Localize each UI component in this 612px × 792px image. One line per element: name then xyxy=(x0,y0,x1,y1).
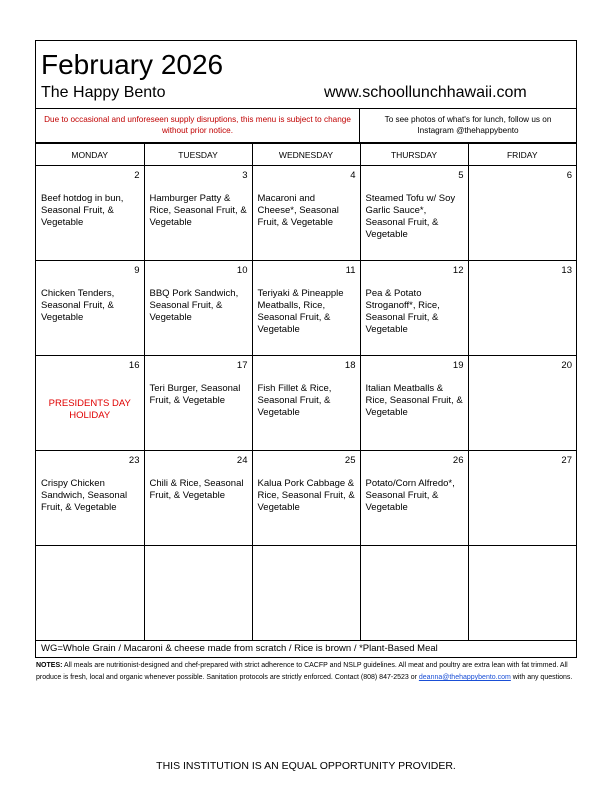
calendar-day-cell xyxy=(360,356,468,451)
calendar-day-cell xyxy=(144,356,252,451)
contact-email-link[interactable]: deanna@thehappybento.com xyxy=(418,674,511,681)
calendar-grid xyxy=(36,143,576,641)
calendar-day-cell xyxy=(252,356,360,451)
meal-description: Beef hotdog in bun, Seasonal Fruit, & Vegetable xyxy=(41,193,124,228)
calendar-week-row xyxy=(36,451,576,546)
instagram-notice: To see photos of what's for lunch, follow us on Instagram @thehappybento xyxy=(384,115,552,135)
day-number: 4 xyxy=(350,170,356,181)
calendar-day-cell xyxy=(468,546,576,641)
meal-description: Fish Fillet & Rice, Seasonal Fruit, & Vegetable xyxy=(257,383,332,418)
equal-opportunity-footer: THIS INSTITUTION IS AN EQUAL OPPORTUNITY PROVIDER. xyxy=(156,760,456,772)
day-number: 11 xyxy=(345,265,356,276)
day-number: 5 xyxy=(458,170,464,181)
calendar-day-cell xyxy=(252,451,360,546)
meal-description: Chicken Tenders, Seasonal Fruit, & Vegetable xyxy=(41,288,115,323)
weekday-header-friday: FRIDAY xyxy=(468,144,576,166)
calendar-day-cell xyxy=(468,356,576,451)
calendar-day-cell xyxy=(252,261,360,356)
meal-description: Italian Meatballs & Rice, Seasonal Fruit, & Vegetable xyxy=(365,383,463,418)
calendar-day-cell xyxy=(36,356,144,451)
weekday-header-tuesday: TUESDAY xyxy=(144,144,252,166)
notice-row xyxy=(36,108,576,143)
calendar-day-cell xyxy=(360,166,468,261)
day-number: 27 xyxy=(561,455,572,466)
calendar-day-cell xyxy=(36,261,144,356)
calendar-day-cell xyxy=(468,261,576,356)
meal-description: Steamed Tofu w/ Soy Garlic Sauce*, Seasonal Fruit, & Vegetable xyxy=(365,193,456,240)
meal-description: Kalua Pork Cabbage & Rice, Seasonal Fruit, & Vegetable xyxy=(257,478,355,513)
calendar-day-cell xyxy=(468,451,576,546)
meal-description: Hamburger Patty & Rice, Seasonal Fruit, & Vegetable xyxy=(149,193,247,228)
meal-description: Potato/Corn Alfredo*, Seasonal Fruit, & Vegetable xyxy=(365,478,455,513)
calendar-day-cell xyxy=(360,546,468,641)
website-url: www.schoollunchhawaii.com xyxy=(324,84,527,101)
notes-label: NOTES: xyxy=(36,662,63,669)
calendar-day-cell xyxy=(144,451,252,546)
weekday-header-thursday: THURSDAY xyxy=(360,144,468,166)
day-number: 13 xyxy=(561,265,572,276)
calendar-week-row xyxy=(36,166,576,261)
day-number: 9 xyxy=(134,265,140,276)
calendar-day-cell xyxy=(36,166,144,261)
calendar-week-row xyxy=(36,261,576,356)
day-number: 18 xyxy=(344,360,356,371)
calendar-day-cell xyxy=(144,261,252,356)
day-number: 23 xyxy=(128,455,140,466)
day-number: 25 xyxy=(344,455,356,466)
calendar-day-cell xyxy=(468,166,576,261)
weekday-header-monday: MONDAY xyxy=(36,144,144,166)
disruption-notice: Due to occasional and unforeseen supply disruptions, this menu is subject to change without prior notice. xyxy=(36,109,360,142)
menu-frame xyxy=(35,40,577,658)
calendar-week-row xyxy=(36,356,576,451)
calendar-day-cell xyxy=(36,546,144,641)
calendar-day-cell xyxy=(360,451,468,546)
day-number: 3 xyxy=(242,170,248,181)
page-title: February 2026 xyxy=(41,49,224,80)
day-number: 2 xyxy=(134,170,140,181)
meal-description: Chili & Rice, Seasonal Fruit, & Vegetable xyxy=(149,478,244,501)
meal-description: Teri Burger, Seasonal Fruit, & Vegetable xyxy=(149,383,241,406)
day-number: 6 xyxy=(566,170,572,181)
day-number: 20 xyxy=(561,360,572,371)
meal-description: Crispy Chicken Sandwich, Seasonal Fruit, & Vegetable xyxy=(41,478,128,513)
day-number: 12 xyxy=(452,265,464,276)
calendar-day-cell xyxy=(144,166,252,261)
calendar-day-cell xyxy=(360,261,468,356)
meal-description: BBQ Pork Sandwich, Seasonal Fruit, & Vegetable xyxy=(149,288,239,323)
notes-text: All meals are nutritionist-designed and chef-prepared with strict adherence to CACFP and NSLP guidelines. All meat and poultry are extra lean with fat trimmed. All produce is fresh, local and organic whenever possible. Sanitation protocols are strictly enforced. Contact (808) 847-2523 or xyxy=(36,662,568,681)
company-name: The Happy Bento xyxy=(41,84,166,101)
menu-legend: WG=Whole Grain / Macaroni & cheese made from scratch / Rice is brown / *Plant-Based Meal xyxy=(41,643,438,654)
calendar-day-cell xyxy=(252,546,360,641)
calendar-day-cell xyxy=(36,451,144,546)
meal-description: Pea & Potato Stroganoff*, Rice, Seasonal Fruit, & Vegetable xyxy=(365,288,440,335)
day-number: 19 xyxy=(452,360,464,371)
day-number: 10 xyxy=(236,265,248,276)
day-number: 24 xyxy=(236,455,248,466)
calendar-day-cell xyxy=(252,166,360,261)
meal-description: Macaroni and Cheese*, Seasonal Fruit, & Vegetable xyxy=(257,193,339,228)
holiday-label: PRESIDENTS DAY HOLIDAY xyxy=(48,398,131,421)
notes-suffix: with any questions. xyxy=(510,674,573,681)
day-number: 26 xyxy=(452,455,464,466)
notes-section xyxy=(36,660,576,684)
calendar-week-row xyxy=(36,546,576,641)
day-number: 17 xyxy=(236,360,248,371)
meal-description: Teriyaki & Pineapple Meatballs, Rice, Seasonal Fruit, & Vegetable xyxy=(257,288,344,335)
weekday-header-wednesday: WEDNESDAY xyxy=(252,144,360,166)
day-number: 16 xyxy=(128,360,140,371)
calendar-day-cell xyxy=(144,546,252,641)
